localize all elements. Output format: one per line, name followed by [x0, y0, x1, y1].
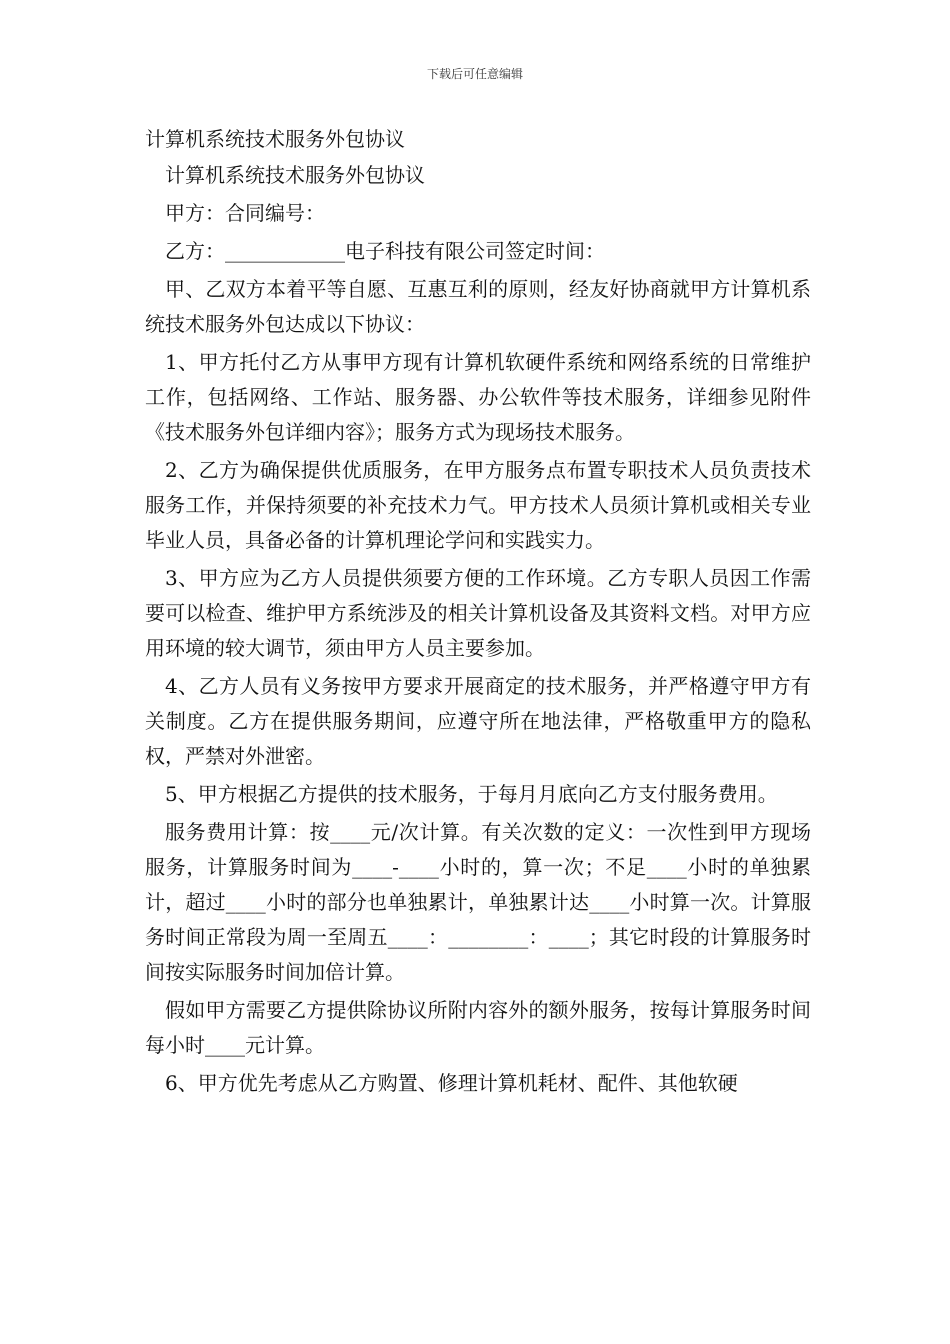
paragraph-preamble: 甲、乙双方本着平等自愿、互惠互利的原则，经友好协商就甲方计算机系统技术服务外包达成以下协议：: [145, 277, 811, 336]
header-note: 下载后可任意编辑: [426, 67, 523, 81]
paragraph-party-b: 乙方：____________电子科技有限公司签定时间：: [165, 239, 605, 263]
document-title: 计算机系统技术服务外包协议: [145, 127, 405, 151]
paragraph-clause-1: 1、甲方托付乙方从事甲方现有计算机软硬件系统和网络系统的日常维护工作，包括网络、工作站、服务器、办公软件等技术服务，详细参见附件《技术服务外包详细内容》；服务方式为现场技术服务。: [145, 350, 811, 444]
paragraph-clause-3: 3、甲方应为乙方人员提供须要方便的工作环境。乙方专职人员因工作需要可以检查、维护甲方系统涉及的相关计算机设备及其资料文档。对甲方应用环境的较大调节，须由甲方人员主要参加。: [145, 566, 811, 660]
paragraph-fee-calculation: 服务费用计算：按____元/次计算。有关次数的定义：一次性到甲方现场服务，计算服务时间为____-____小时的，算一次；不足____小时的单独累计，超过____小时的部分也单独累计，单独累计达____小时算一次。计算服务时间正常段为周一至周五____：________：____；其它时段的计算服务时间按实际服务时间加倍计算。: [145, 820, 811, 984]
paragraph-clause-2: 2、乙方为确保提供优质服务，在甲方服务点布置专职技术人员负责技术服务工作，并保持须要的补充技术力气。甲方技术人员须计算机或相关专业毕业人员，具备必备的计算机理论学问和实践实力。: [145, 458, 811, 552]
paragraph-clause-5: 5、甲方根据乙方提供的技术服务，于每月月底向乙方支付服务费用。: [165, 782, 778, 806]
paragraph-clause-6: 6、甲方优先考虑从乙方购置、修理计算机耗材、配件、其他软硬: [165, 1071, 738, 1095]
paragraph-party-a: 甲方：合同编号：: [165, 201, 325, 225]
document-body: [145, 122, 811, 1104]
paragraph-subtitle: 计算机系统技术服务外包协议: [165, 163, 425, 187]
paragraph-clause-4: 4、乙方人员有义务按甲方要求开展商定的技术服务，并严格遵守甲方有关制度。乙方在提供服务期间，应遵守所在地法律，严格敬重甲方的隐私权，严禁对外泄密。: [145, 674, 811, 768]
paragraph-extra-service: 假如甲方需要乙方提供除协议所附内容外的额外服务，按每计算服务时间每小时____元计算。: [145, 998, 811, 1057]
